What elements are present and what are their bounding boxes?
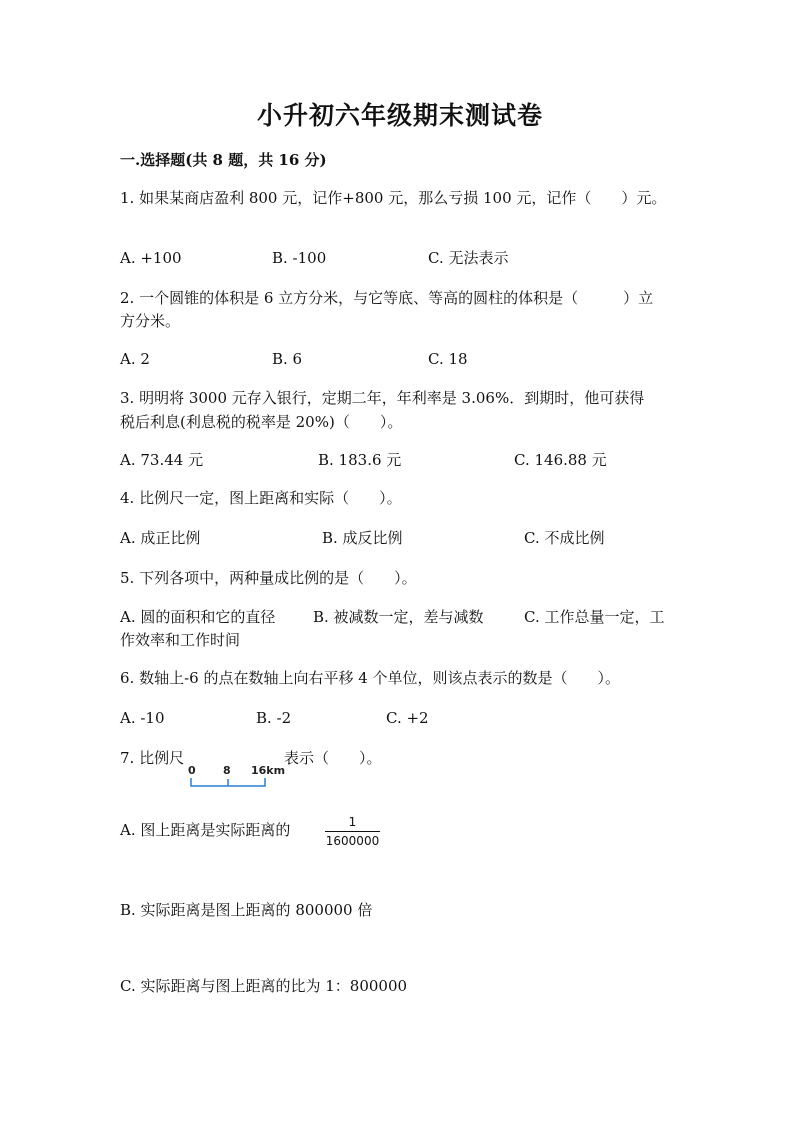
q6-option-b[interactable]: B. -2: [256, 709, 292, 727]
question-3-line-2: 税后利息(利息税的税率是 20%)（ ）。: [120, 413, 403, 431]
question-6: 6. 数轴上-6 的点在数轴上向右平移 4 个单位，则该点表示的数是（ ）。: [120, 669, 621, 687]
section-heading: 一.选择题(共 8 题，共 16 分): [120, 151, 327, 169]
q2-option-b[interactable]: B. 6: [272, 350, 303, 368]
question-2-line-1: 2. 一个圆锥的体积是 6 立方分米，与它等底、等高的圆柱的体积是（ ）立: [120, 289, 654, 307]
question-2-line-2: 方分米。: [120, 312, 181, 330]
q3-option-b[interactable]: B. 183.6 元: [318, 451, 402, 469]
q2-option-c[interactable]: C. 18: [428, 350, 468, 368]
question-7-prefix: 7. 比例尺: [120, 749, 185, 767]
scale-label-0: 0: [188, 764, 196, 777]
q1-option-a[interactable]: A. +100: [120, 249, 182, 267]
q7-option-a[interactable]: A. 图上距离是实际距离的: [120, 821, 291, 839]
q7-fraction: [325, 814, 380, 848]
q5-option-c-continued: 作效率和工作时间: [120, 631, 241, 649]
q4-option-a[interactable]: A. 成正比例: [120, 529, 201, 547]
q5-option-c[interactable]: C. 工作总量一定，工: [524, 608, 665, 626]
q5-option-b[interactable]: B. 被减数一定，差与减数: [313, 608, 484, 626]
q3-option-a[interactable]: A. 73.44 元: [120, 451, 204, 469]
q2-option-a[interactable]: A. 2: [120, 350, 150, 368]
q3-option-c[interactable]: C. 146.88 元: [514, 451, 607, 469]
q4-option-b[interactable]: B. 成反比例: [322, 529, 403, 547]
fraction-denominator: 1600000: [325, 834, 380, 848]
page-title: 小升初六年级期末测试卷: [256, 101, 543, 130]
q1-option-c[interactable]: C. 无法表示: [428, 249, 509, 267]
scale-bar-line: [191, 778, 265, 786]
q7-option-b[interactable]: B. 实际距离是图上距离的 800000 倍: [120, 901, 373, 919]
question-3-line-1: 3. 明明将 3000 元存入银行，定期二年，年利率是 3.06%．到期时，他可获得: [120, 389, 645, 407]
scale-bar-svg: [186, 762, 286, 790]
q4-option-c[interactable]: C. 不成比例: [524, 529, 605, 547]
q6-option-a[interactable]: A. -10: [120, 709, 165, 727]
question-1: 1. 如果某商店盈利 800 元，记作+800 元，那么亏损 100 元，记作（ ）元。: [120, 189, 667, 207]
q1-option-b[interactable]: B. -100: [272, 249, 327, 267]
question-7-suffix: 表示（ ）。: [284, 749, 382, 767]
question-4: 4. 比例尺一定，图上距离和实际（ ）。: [120, 489, 402, 507]
scale-bar-figure: [186, 762, 286, 790]
q7-option-c[interactable]: C. 实际距离与图上距离的比为 1：800000: [120, 977, 408, 995]
fraction-bar: [325, 831, 380, 832]
scale-label-16km: 16km: [251, 764, 286, 777]
question-5: 5. 下列各项中，两种量成比例的是（ ）。: [120, 569, 417, 587]
q5-option-a[interactable]: A. 圆的面积和它的直径: [120, 608, 276, 626]
q6-option-c[interactable]: C. +2: [386, 709, 429, 727]
fraction-numerator: 1: [348, 815, 357, 829]
scale-label-8: 8: [223, 764, 231, 777]
